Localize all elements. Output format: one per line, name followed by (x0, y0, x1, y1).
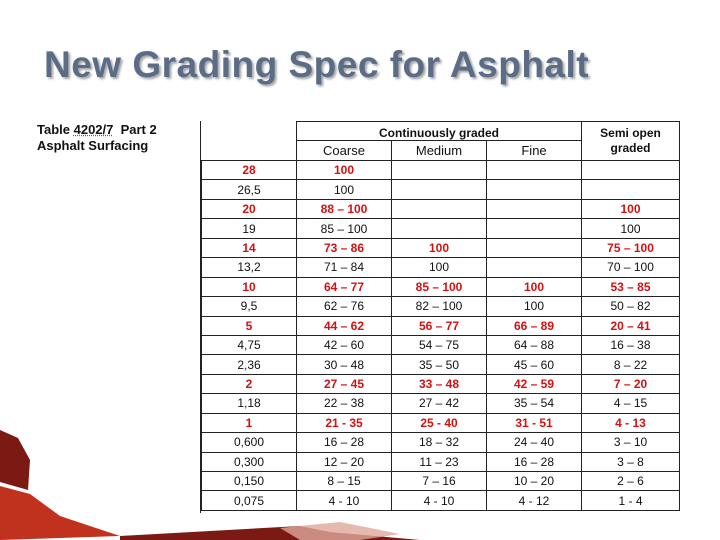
caption-table-ref: 4202/7 (73, 122, 114, 137)
cell-sieve: 0,075 (202, 491, 297, 510)
header-medium: Medium (392, 141, 487, 161)
cell-semi: 4 – 15 (582, 394, 680, 413)
table-row (202, 161, 680, 180)
header-fine: Fine (487, 141, 582, 161)
cell-fine (487, 199, 582, 218)
cell-medium: 33 – 48 (392, 374, 487, 393)
grading-table (201, 121, 680, 511)
cell-fine: 45 – 60 (487, 355, 582, 374)
cell-medium: 11 – 23 (392, 452, 487, 471)
cell-medium: 82 – 100 (392, 297, 487, 316)
cell-coarse: 21 - 35 (297, 413, 392, 432)
cell-sieve: 26,5 (202, 180, 297, 199)
cell-semi: 100 (582, 219, 680, 238)
cell-coarse: 88 – 100 (297, 199, 392, 218)
cell-medium: 54 – 75 (392, 335, 487, 354)
header-continuously-graded: Continuously graded (297, 122, 582, 141)
table-row (202, 238, 680, 257)
cell-coarse: 73 – 86 (297, 238, 392, 257)
cell-coarse: 30 – 48 (297, 355, 392, 374)
cell-fine: 42 – 59 (487, 374, 582, 393)
table-row (202, 374, 680, 393)
cell-semi: 53 – 85 (582, 277, 680, 296)
cell-medium: 27 – 42 (392, 394, 487, 413)
table-row (202, 355, 680, 374)
cell-semi: 2 – 6 (582, 472, 680, 491)
cell-coarse: 62 – 76 (297, 297, 392, 316)
cell-sieve: 1 (202, 413, 297, 432)
cell-sieve: 0,300 (202, 452, 297, 471)
header-blank-cell (202, 122, 297, 141)
cell-sieve: 13,2 (202, 258, 297, 277)
table-frame (200, 121, 679, 513)
caption-suffix: Part 2 (113, 122, 157, 137)
cell-sieve: 1,18 (202, 394, 297, 413)
cell-medium: 18 – 32 (392, 433, 487, 452)
table-row (202, 258, 680, 277)
table-caption (37, 122, 157, 154)
cell-coarse: 22 – 38 (297, 394, 392, 413)
cell-coarse: 42 – 60 (297, 335, 392, 354)
cell-coarse: 4 - 10 (297, 491, 392, 510)
cell-coarse: 27 – 45 (297, 374, 392, 393)
cell-sieve: 20 (202, 199, 297, 218)
cell-semi: 3 – 10 (582, 433, 680, 452)
cell-semi: 20 – 41 (582, 316, 680, 335)
caption-prefix: Table (37, 122, 74, 137)
cell-medium (392, 180, 487, 199)
cell-semi: 16 – 38 (582, 335, 680, 354)
cell-medium (392, 161, 487, 180)
cell-semi: 4 - 13 (582, 413, 680, 432)
cell-coarse: 100 (297, 161, 392, 180)
cell-fine: 4 - 12 (487, 491, 582, 510)
cell-semi: 70 – 100 (582, 258, 680, 277)
cell-fine: 35 – 54 (487, 394, 582, 413)
caption-line-2: Asphalt Surfacing (37, 138, 149, 153)
cell-medium: 25 - 40 (392, 413, 487, 432)
cell-semi: 8 – 22 (582, 355, 680, 374)
cell-fine: 10 – 20 (487, 472, 582, 491)
header-coarse: Coarse (297, 141, 392, 161)
cell-sieve: 10 (202, 277, 297, 296)
cell-medium: 85 – 100 (392, 277, 487, 296)
table-row (202, 316, 680, 335)
cell-semi: 1 - 4 (582, 491, 680, 510)
cell-fine: 64 – 88 (487, 335, 582, 354)
cell-sieve: 2,36 (202, 355, 297, 374)
cell-coarse: 44 – 62 (297, 316, 392, 335)
table-row (202, 394, 680, 413)
cell-semi (582, 180, 680, 199)
table-row (202, 335, 680, 354)
cell-fine: 100 (487, 277, 582, 296)
cell-sieve: 19 (202, 219, 297, 238)
cell-sieve: 4,75 (202, 335, 297, 354)
cell-fine: 16 – 28 (487, 452, 582, 471)
table-row (202, 491, 680, 510)
cell-coarse: 8 – 15 (297, 472, 392, 491)
cell-sieve: 28 (202, 161, 297, 180)
bottom-swoosh-dark (120, 526, 420, 540)
cell-sieve: 0,600 (202, 433, 297, 452)
bottom-swoosh-light (280, 522, 400, 540)
slide-title: New Grading Spec for Asphalt (44, 44, 590, 85)
cell-coarse: 12 – 20 (297, 452, 392, 471)
cell-fine: 100 (487, 297, 582, 316)
corner-swoosh-red (0, 486, 120, 540)
cell-fine (487, 180, 582, 199)
cell-medium: 4 - 10 (392, 491, 487, 510)
cell-medium (392, 199, 487, 218)
cell-coarse: 16 – 28 (297, 433, 392, 452)
cell-semi: 100 (582, 199, 680, 218)
table-row (202, 413, 680, 432)
cell-semi: 50 – 82 (582, 297, 680, 316)
cell-medium: 100 (392, 258, 487, 277)
table-row (202, 452, 680, 471)
cell-sieve: 5 (202, 316, 297, 335)
cell-semi: 75 – 100 (582, 238, 680, 257)
cell-sieve: 14 (202, 238, 297, 257)
cell-sieve: 0,150 (202, 472, 297, 491)
table-row (202, 199, 680, 218)
cell-fine: 24 – 40 (487, 433, 582, 452)
cell-fine (487, 161, 582, 180)
cell-fine (487, 219, 582, 238)
caption-line-1 (37, 122, 157, 138)
cell-coarse: 71 – 84 (297, 258, 392, 277)
table-row (202, 433, 680, 452)
cell-fine (487, 258, 582, 277)
table-row (202, 297, 680, 316)
cell-medium: 7 – 16 (392, 472, 487, 491)
header-semi-open-graded-label: Semi open graded (600, 126, 661, 155)
cell-coarse: 100 (297, 180, 392, 199)
cell-fine (487, 238, 582, 257)
table-row (202, 180, 680, 199)
cell-medium: 35 – 50 (392, 355, 487, 374)
cell-medium (392, 219, 487, 238)
table-row (202, 277, 680, 296)
cell-medium: 100 (392, 238, 487, 257)
header-row-groups (202, 122, 680, 141)
cell-medium: 56 – 77 (392, 316, 487, 335)
cell-fine: 31 - 51 (487, 413, 582, 432)
header-semi-open-graded (582, 122, 680, 161)
cell-fine: 66 – 89 (487, 316, 582, 335)
cell-semi: 3 – 8 (582, 452, 680, 471)
cell-sieve: 9,5 (202, 297, 297, 316)
table-row (202, 472, 680, 491)
table-row (202, 219, 680, 238)
header-blank-cell-2 (202, 141, 297, 161)
cell-sieve: 2 (202, 374, 297, 393)
grading-table-body (202, 161, 680, 511)
cell-coarse: 85 – 100 (297, 219, 392, 238)
cell-semi: 7 – 20 (582, 374, 680, 393)
cell-coarse: 64 – 77 (297, 277, 392, 296)
cell-semi (582, 161, 680, 180)
corner-swoosh-dark (0, 430, 30, 490)
